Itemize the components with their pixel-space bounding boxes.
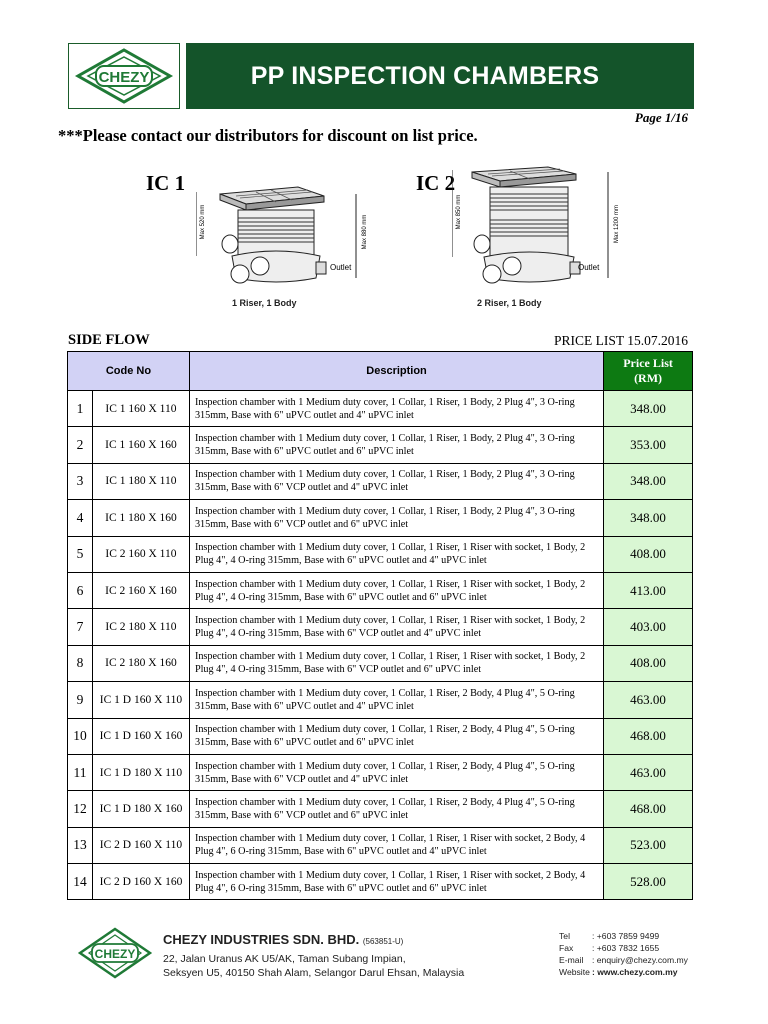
row-number: 14 [68,864,93,900]
header-price [604,352,693,391]
address-line-2: Seksyen U5, 40150 Shah Alam, Selangor Darul Ehsan, Malaysia [163,967,465,979]
table-row [68,609,693,645]
ic1-dim-right: Max 880 mm [362,214,368,250]
row-price: 413.00 [604,572,693,608]
ic2-caption: 2 Riser, 1 Body [477,298,542,308]
row-code: IC 1 180 X 160 [92,500,189,536]
row-price: 353.00 [604,427,693,463]
section-title: SIDE FLOW [68,332,150,348]
row-number: 1 [68,391,93,427]
header-bar [186,43,694,109]
table-row [68,827,693,863]
table-row [68,427,693,463]
table-row [68,536,693,572]
table-row [68,718,693,754]
row-description: Inspection chamber with 1 Medium duty cover, 1 Collar, 1 Riser, 1 Riser with socket, 1 Body, 2 Plug 4", 4 O-ring 315mm, Base with 6" VCP outlet and 4" uPVC inlet [189,609,603,645]
company-reg-no: (563851-U) [362,937,404,946]
row-description: Inspection chamber with 1 Medium duty cover, 1 Collar, 1 Riser, 1 Riser with socket, 1 Body, 2 Plug 4", 4 O-ring 315mm, Base with 6" uPVC outlet and 4" uPVC inlet [189,536,603,572]
table-row [68,391,693,427]
table-row [68,754,693,790]
ic1-outlet-label: Outlet [330,263,352,272]
ic2-outlet-label: Outlet [578,263,600,272]
row-code: IC 1 D 160 X 110 [92,682,189,718]
row-price: 528.00 [604,864,693,900]
contact-website[interactable]: Website : www.chezy.com.my [559,967,678,977]
row-description: Inspection chamber with 1 Medium duty cover, 1 Collar, 1 Riser, 1 Body, 2 Plug 4", 3 O-ring 315mm, Base with 6" uPVC outlet and 6" uPVC inlet [189,427,603,463]
row-number: 4 [68,500,93,536]
table-row [68,864,693,900]
row-code: IC 2 D 160 X 160 [92,864,189,900]
row-price: 348.00 [604,500,693,536]
ic1-caption: 1 Riser, 1 Body [232,298,297,308]
chamber-ic1-image [196,182,376,294]
row-description: Inspection chamber with 1 Medium duty cover, 1 Collar, 1 Riser, 1 Body, 2 Plug 4", 3 O-ring 315mm, Base with 6" uPVC outlet and 4" uPVC inlet [189,391,603,427]
row-description: Inspection chamber with 1 Medium duty cover, 1 Collar, 1 Riser, 1 Riser with socket, 2 Body, 4 Plug 4", 6 O-ring 315mm, Base with 6" uPVC outlet and 4" uPVC inlet [189,827,603,863]
row-description: Inspection chamber with 1 Medium duty cover, 1 Collar, 1 Riser, 1 Riser with socket, 1 Body, 2 Plug 4", 4 O-ring 315mm, Base with 6" uPVC outlet and 6" uPVC inlet [189,572,603,608]
row-code: IC 1 180 X 110 [92,463,189,499]
row-code: IC 2 180 X 160 [92,645,189,681]
row-number: 8 [68,645,93,681]
row-description: Inspection chamber with 1 Medium duty cover, 1 Collar, 1 Riser, 2 Body, 4 Plug 4", 5 O-ring 315mm, Base with 6" uPVC outlet and 4" uPVC inlet [189,682,603,718]
row-price: 408.00 [604,536,693,572]
table-row [68,682,693,718]
chamber-ic2-image [452,164,632,294]
row-code: IC 2 160 X 110 [92,536,189,572]
table-row [68,463,693,499]
header-price-line1: Price List [623,356,673,370]
row-price: 403.00 [604,609,693,645]
row-number: 3 [68,463,93,499]
row-number: 13 [68,827,93,863]
ic2-dim-right: Max 1200 mm [614,204,620,244]
contact-email[interactable]: E-mail : enquiry@chezy.com.my [559,955,688,965]
row-description: Inspection chamber with 1 Medium duty cover, 1 Collar, 1 Riser, 1 Riser with socket, 2 Body, 4 Plug 4", 6 O-ring 315mm, Base with 6" uPVC outlet and 6" uPVC inlet [189,864,603,900]
row-price: 523.00 [604,827,693,863]
row-price: 468.00 [604,791,693,827]
table-header-row [68,352,693,391]
contact-tel: Tel : +603 7859 9499 [559,931,660,941]
row-number: 12 [68,791,93,827]
row-number: 2 [68,427,93,463]
row-description: Inspection chamber with 1 Medium duty cover, 1 Collar, 1 Riser, 1 Body, 2 Plug 4", 3 O-ring 315mm, Base with 6" VCP outlet and 6" uPVC inlet [189,500,603,536]
footer-logo [78,927,152,979]
table-row [68,645,693,681]
ic1-dim-left: Max 520 mm [200,204,206,240]
row-description: Inspection chamber with 1 Medium duty cover, 1 Collar, 1 Riser, 1 Body, 2 Plug 4", 3 O-ring 315mm, Base with 6" VCP outlet and 4" uPVC inlet [189,463,603,499]
header-logo-text: CHEZY [98,69,150,86]
header-code-no: Code No [68,352,190,391]
row-number: 7 [68,609,93,645]
row-price: 408.00 [604,645,693,681]
row-code: IC 1 D 180 X 110 [92,754,189,790]
row-code: IC 2 160 X 160 [92,572,189,608]
row-code: IC 1 160 X 160 [92,427,189,463]
company-name [163,932,403,947]
product-label-ic1: IC 1 [146,171,186,195]
row-code: IC 2 D 160 X 110 [92,827,189,863]
address-line-1: 22, Jalan Uranus AK U5/AK, Taman Subang Impian, [163,953,406,965]
ic2-dim-left: Max 850 mm [456,194,462,230]
table-row [68,791,693,827]
row-code: IC 2 180 X 110 [92,609,189,645]
row-code: IC 1 D 180 X 160 [92,791,189,827]
row-price: 468.00 [604,718,693,754]
row-number: 11 [68,754,93,790]
company-name-text: CHEZY INDUSTRIES SDN. BHD. [163,932,360,947]
row-price: 463.00 [604,682,693,718]
table-row [68,572,693,608]
footer-logo-text: CHEZY [94,947,136,961]
row-price: 348.00 [604,391,693,427]
row-description: Inspection chamber with 1 Medium duty cover, 1 Collar, 1 Riser, 1 Riser with socket, 1 Body, 2 Plug 4", 4 O-ring 315mm, Base with 6" VCP outlet and 6" uPVC inlet [189,645,603,681]
row-code: IC 1 D 160 X 160 [92,718,189,754]
price-table [67,351,693,900]
row-number: 10 [68,718,93,754]
row-price: 348.00 [604,463,693,499]
table-row [68,500,693,536]
header-logo [68,43,180,109]
page-title: PP INSPECTION CHAMBERS [250,61,600,90]
page-number: Page 1/16 [634,110,688,125]
discount-notice: ***Please contact our distributors for discount on list price. [58,126,478,145]
row-description: Inspection chamber with 1 Medium duty cover, 1 Collar, 1 Riser, 2 Body, 4 Plug 4", 5 O-ring 315mm, Base with 6" VCP outlet and 6" uPVC inlet [189,791,603,827]
row-number: 6 [68,572,93,608]
header-price-line2: (RM) [634,371,663,385]
price-list-date: PRICE LIST 15.07.2016 [553,333,688,348]
row-price: 463.00 [604,754,693,790]
row-description: Inspection chamber with 1 Medium duty cover, 1 Collar, 1 Riser, 2 Body, 4 Plug 4", 5 O-ring 315mm, Base with 6" VCP outlet and 4" uPVC inlet [189,754,603,790]
contact-fax: Fax : +603 7832 1655 [559,943,660,953]
product-label-ic2: IC 2 [416,171,456,195]
row-number: 9 [68,682,93,718]
row-number: 5 [68,536,93,572]
row-code: IC 1 160 X 110 [92,391,189,427]
row-description: Inspection chamber with 1 Medium duty cover, 1 Collar, 1 Riser, 2 Body, 4 Plug 4", 5 O-ring 315mm, Base with 6" uPVC outlet and 6" uPVC inlet [189,718,603,754]
contact-block [559,930,688,978]
header-description: Description [189,352,603,391]
